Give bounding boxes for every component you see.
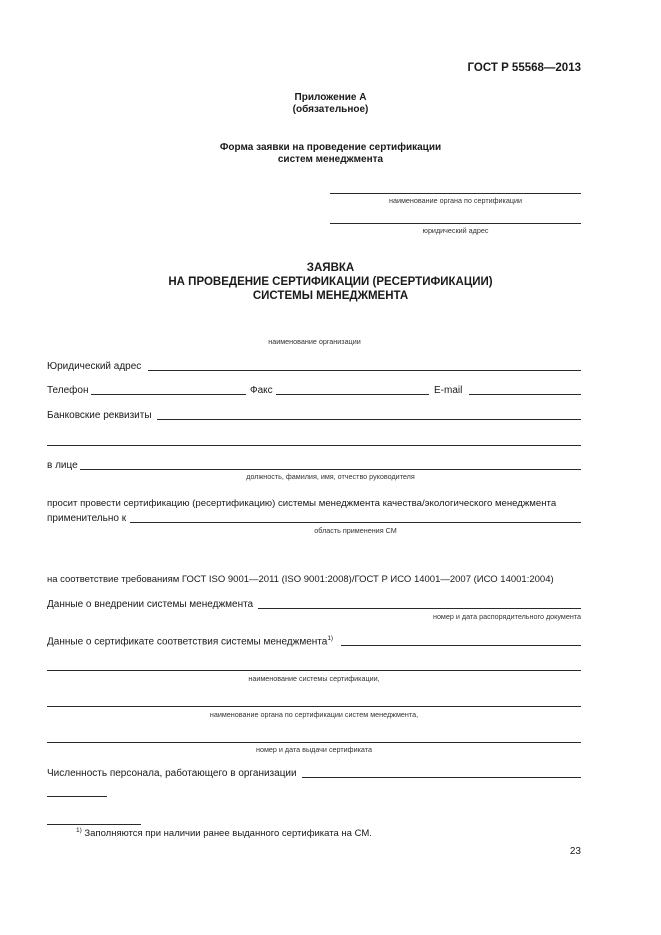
implementation-data-label: Данные о внедрении системы менеджмента xyxy=(47,599,254,610)
legal-address-line xyxy=(148,370,581,371)
bank-details-line-2 xyxy=(47,445,581,446)
cert-number-line xyxy=(47,742,581,743)
compliance-text: на соответствие требованиям ГОСТ ISO 9001—2011 (ISO 9001:2008)/ГОСТ Р ИСО 14001—2007 (ИСО 14001:2004) xyxy=(47,574,554,585)
cert-system-caption: наименование системы сертификации, xyxy=(248,674,380,683)
certificate-data-line xyxy=(341,645,581,646)
implementation-data-line xyxy=(258,608,581,609)
scope-line xyxy=(130,522,581,523)
request-text: просит провести сертификацию (ресертификацию) системы менеджмента качества/экологического менеджмента xyxy=(47,498,557,509)
represented-by-label: в лице xyxy=(47,460,78,471)
certificate-footnote-ref: 1) xyxy=(327,635,334,642)
legal-address-label: Юридический адрес xyxy=(47,361,142,372)
footnote-separator xyxy=(47,824,141,825)
certificate-data-label xyxy=(47,635,333,647)
page-number: 23 xyxy=(569,846,581,857)
phone-line xyxy=(91,394,246,395)
staff-count-line-2 xyxy=(47,796,107,797)
email-line xyxy=(469,394,581,395)
applicable-to-label: применительно к xyxy=(47,513,127,524)
appendix-status: (обязательное) xyxy=(292,104,369,115)
form-title-line2: систем менеджмента xyxy=(277,154,384,165)
application-title-line3: СИСТЕМЫ МЕНЕДЖМЕНТА xyxy=(252,290,409,302)
footnote-text: Заполняются при наличии ранее выданного сертификата на СМ. xyxy=(84,828,372,840)
email-label: E-mail xyxy=(434,385,463,396)
application-title-line2: НА ПРОВЕДЕНИЕ СЕРТИФИКАЦИИ (РЕСЕРТИФИКАЦИИ) xyxy=(168,276,493,288)
bank-details-line xyxy=(157,419,581,420)
addressee-address-line xyxy=(330,223,581,224)
footnote-marker: 1) xyxy=(76,827,82,834)
cert-body-line xyxy=(47,706,581,707)
fax-line xyxy=(276,394,429,395)
addressee-address-caption: юридический адрес xyxy=(422,226,489,235)
scope-caption: область применения СМ xyxy=(314,526,397,535)
implementation-caption: номер и дата распорядительного документа xyxy=(432,612,581,621)
cert-number-caption: номер и дата выдачи сертификата xyxy=(256,745,372,754)
addressee-org-caption: наименование органа по сертификации xyxy=(388,196,523,205)
fax-label: Факс xyxy=(250,385,273,396)
represented-by-caption: должность, фамилия, имя, отчество руководителя xyxy=(246,472,415,481)
footnote xyxy=(76,827,372,839)
addressee-org-line xyxy=(330,193,581,194)
appendix-title: Приложение А xyxy=(294,92,367,103)
cert-system-line xyxy=(47,670,581,671)
application-title-line1: ЗАЯВКА xyxy=(306,262,355,274)
represented-by-line xyxy=(80,469,581,470)
cert-body-caption: наименование органа по сертификации систем менеджмента, xyxy=(209,710,419,719)
staff-count-line xyxy=(302,777,581,778)
form-title-line1: Форма заявки на проведение сертификации xyxy=(219,142,442,153)
phone-label: Телефон xyxy=(47,385,89,396)
staff-count-label: Численность персонала, работающего в организации xyxy=(47,768,297,779)
standard-code: ГОСТ Р 55568—2013 xyxy=(467,62,581,74)
org-name-caption: наименование организации xyxy=(268,337,361,346)
certificate-data-text: Данные о сертификате соответствия системы менеджмента xyxy=(47,636,328,648)
bank-details-label: Банковские реквизиты xyxy=(47,410,152,421)
